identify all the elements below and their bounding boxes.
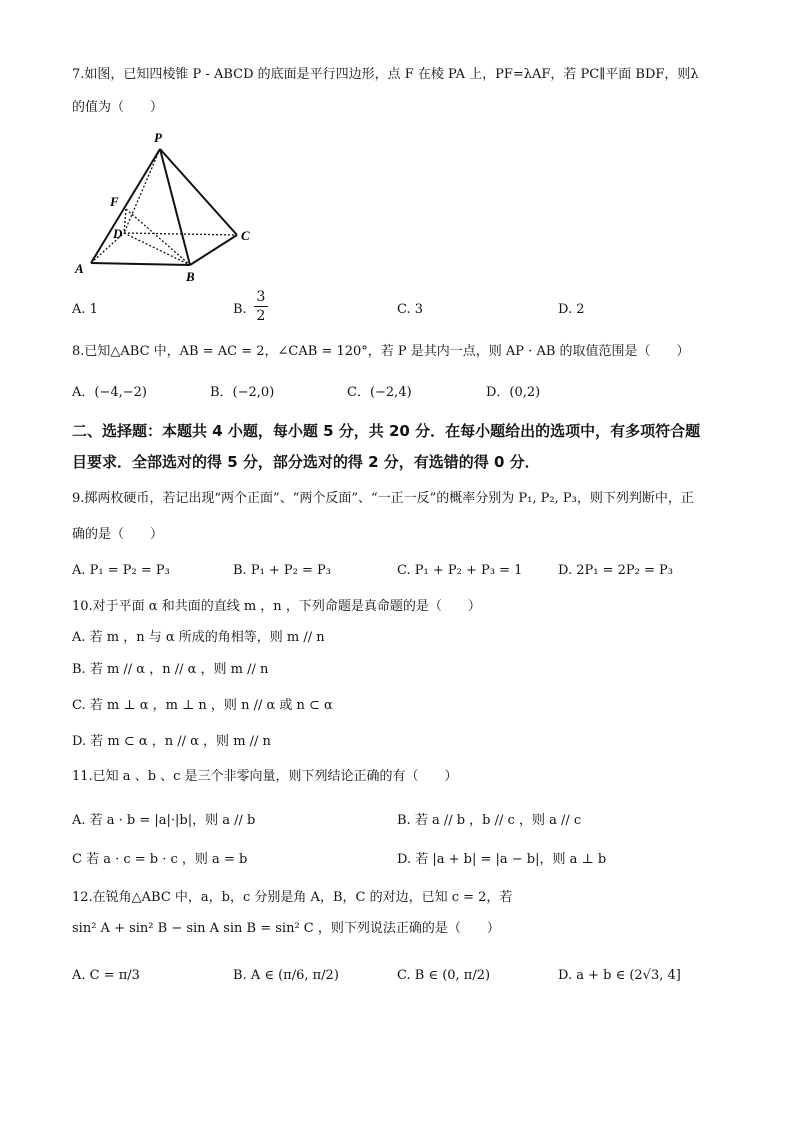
- section2-heading-line1: 二、选择题：本题共 4 小题，每小题 5 分，共 20 分．在每小题给出的选项中，有多项符合题: [72, 422, 701, 440]
- label-D: D: [113, 226, 123, 241]
- q7-stem-line1: 7.如图，已知四棱锥 P - ABCD 的底面是平行四边形，点 F 在棱 PA 上，PF=λAF，若 PC∥平面 BDF，则λ: [72, 67, 699, 82]
- q12-option-b: B. A ∈ (π/6, π/2): [233, 968, 339, 983]
- q9-option-d: D. 2P₁ = 2P₂ = P₃: [558, 563, 673, 578]
- q9-stem-line2: 确的是（ ）: [72, 527, 164, 542]
- q9-option-a: A. P₁ = P₂ = P₃: [72, 563, 170, 578]
- q8-stem: 8.已知△ABC 中，AB = AC = 2，∠CAB = 120°，若 P 是其内一点，则 AP · AB 的取值范围是（ ）: [72, 344, 690, 359]
- label-F: F: [110, 194, 119, 209]
- q12-stem-line2: sin² A + sin² B − sin A sin B = sin² C ，则下列说法正确的是（ ）: [72, 921, 500, 936]
- q8-option-d: D．(0,2): [486, 385, 541, 400]
- q11-option-b: B. 若 a // b ，b // c ，则 a // c: [397, 813, 582, 828]
- section2-heading-line2: 目要求．全部选对的得 5 分，部分选对的得 2 分，有选错的得 0 分．: [72, 453, 540, 471]
- q10-stem: 10.对于平面 α 和共面的直线 m ，n ，下列命题是真命题的是（ ）: [72, 599, 481, 614]
- q9-option-b: B. P₁ + P₂ = P₃: [233, 563, 332, 578]
- q10-option-d: D. 若 m ⊂ α ，n // α ，则 m // n: [72, 734, 271, 749]
- q7-option-a: A. 1: [72, 302, 98, 317]
- pyramid-figure: [66, 126, 266, 286]
- q9-stem-line1: 9.掷两枚硬币，若记出现“两个正面”、“两个反面”、“一正一反”的概率分别为 P₁, P₂, P₃，则下列判断中，正: [72, 491, 694, 506]
- q11-stem: 11.已知 a 、b 、c 是三个非零向量，则下列结论正确的有（ ）: [72, 769, 458, 784]
- q12-option-c: C. B ∈ (0, π/2): [397, 968, 491, 983]
- q8-option-b: B．(−2,0): [210, 385, 275, 400]
- q11-option-c: C 若 a · c = b · c ，则 a = b: [72, 852, 248, 867]
- q7-option-c: C. 3: [397, 302, 424, 317]
- q7-option-b: B.: [233, 302, 247, 317]
- fraction-numerator: 3: [256, 289, 266, 305]
- q10-option-c: C. 若 m ⊥ α ，m ⊥ n ，则 n // α 或 n ⊂ α: [72, 698, 333, 713]
- q11-option-d: D. 若 |a + b| = |a − b|，则 a ⊥ b: [397, 852, 607, 867]
- q12-option-d: D. a + b ∈ (2√3, 4]: [558, 968, 681, 983]
- q12-option-a: A. C = π/3: [72, 968, 140, 983]
- q10-option-b: B. 若 m // α ，n // α ，则 m // n: [72, 662, 269, 677]
- label-P: P: [154, 130, 162, 145]
- q9-option-c: C. P₁ + P₂ + P₃ = 1: [397, 563, 523, 578]
- fraction-denominator: 2: [256, 308, 266, 324]
- q7-stem-line2: 的值为（ ）: [72, 100, 164, 115]
- label-A: A: [75, 261, 84, 276]
- q8-option-c: C．(−2,4): [347, 385, 412, 400]
- q8-option-a: A．(−4,−2): [72, 385, 147, 400]
- q11-option-a: A. 若 a · b = |a|·|b|，则 a // b: [72, 813, 256, 828]
- fraction-bar: [254, 306, 268, 307]
- q7-option-d: D. 2: [558, 302, 585, 317]
- q10-option-a: A. 若 m ，n 与 α 所成的角相等，则 m // n: [72, 630, 325, 645]
- label-B: B: [186, 269, 195, 284]
- q7-option-b-fraction: [254, 289, 268, 324]
- label-C: C: [241, 228, 250, 243]
- q12-stem-line1: 12.在锐角△ABC 中，a，b，c 分别是角 A，B，C 的对边，已知 c = 2，若: [72, 890, 513, 905]
